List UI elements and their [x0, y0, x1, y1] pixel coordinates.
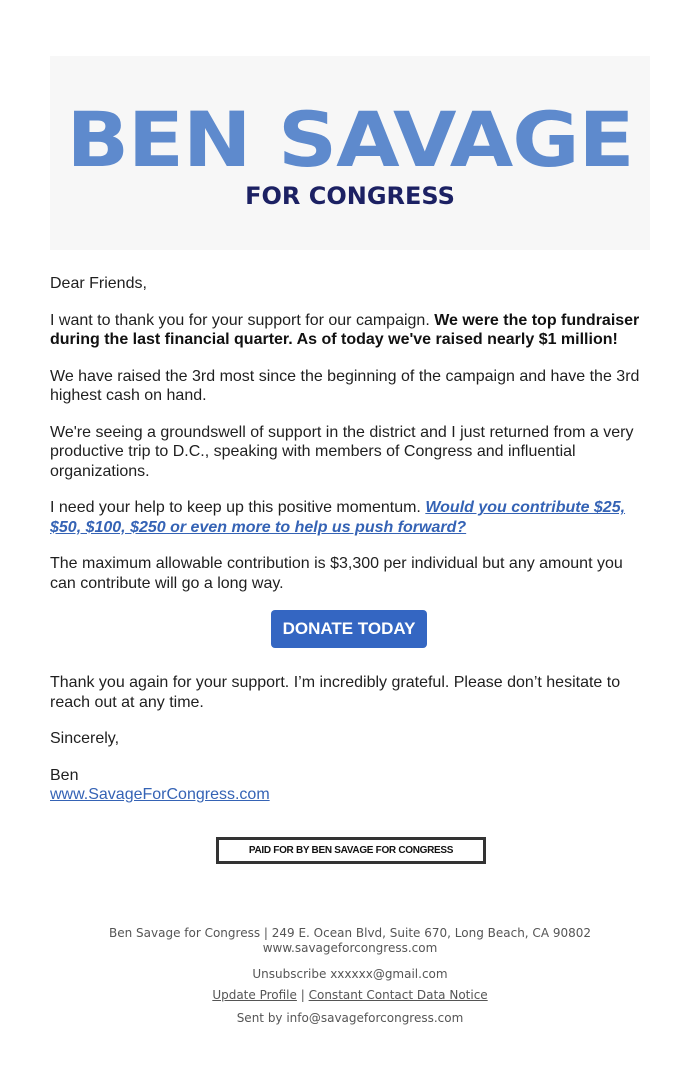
- unsubscribe-line: [0, 967, 700, 982]
- paragraph-ask: [50, 498, 648, 537]
- signature-name: Ben: [50, 766, 79, 784]
- paragraph-ask-text: I need your help to keep up this positive momentum.: [50, 499, 426, 516]
- website-link[interactable]: www.SavageForCongress.com: [50, 786, 270, 803]
- donate-wrap: [50, 610, 648, 648]
- paragraph-closing: Thank you again for your support. I’m incredibly grateful. Please don’t hesitate to reach out at any time.: [50, 674, 621, 711]
- signoff: Sincerely,: [50, 730, 120, 747]
- footer-separator: |: [300, 988, 305, 1002]
- unsubscribe-link[interactable]: Unsubscribe: [252, 967, 327, 981]
- paragraph-max-contribution: The maximum allowable contribution is $3,300 per individual but any amount you can contribute will go a long way.: [50, 555, 623, 592]
- paragraph-thanks-text: I want to thank you for your support for our campaign.: [50, 311, 435, 329]
- campaign-logo-subtitle: FOR CONGRESS: [245, 182, 455, 210]
- unsubscribe-email: xxxxxx@gmail.com: [330, 967, 448, 981]
- paragraph-thanks-bold: We were the top fundraiser during the last financial quarter. As of today we've raised nearly $1 million!: [50, 311, 640, 348]
- email-body: [50, 274, 648, 805]
- signature-block: [50, 766, 648, 805]
- greeting: Dear Friends,: [50, 275, 147, 292]
- donate-button[interactable]: DONATE TODAY: [271, 610, 427, 648]
- header-banner: [50, 56, 650, 250]
- footer: [0, 926, 700, 1026]
- data-notice-link[interactable]: Constant Contact Data Notice: [308, 988, 488, 1002]
- paragraph-support: We're seeing a groundswell of support in the district and I just returned from a very productive trip to D.C., speaking with members of Congress and influential organizations.: [50, 423, 634, 480]
- paragraph-thanks: [50, 311, 648, 350]
- paid-for-disclaimer: PAID FOR BY BEN SAVAGE FOR CONGRESS: [216, 837, 486, 864]
- update-profile-link[interactable]: Update Profile: [212, 988, 297, 1002]
- paragraph-ranking: We have raised the 3rd most since the beginning of the campaign and have the 3rd highest cash on hand.: [50, 367, 640, 404]
- footer-links: [0, 988, 700, 1003]
- footer-site[interactable]: www.savageforcongress.com: [262, 941, 438, 955]
- sent-by: Sent by info@savageforcongress.com: [236, 1011, 464, 1025]
- campaign-logo-name: BEN SAVAGE: [66, 95, 634, 184]
- contribute-link[interactable]: Would you contribute $25, $50, $100, $250 or even more to help us push forward?: [50, 499, 626, 536]
- footer-address: Ben Savage for Congress | 249 E. Ocean Blvd, Suite 670, Long Beach, CA 90802: [108, 926, 592, 940]
